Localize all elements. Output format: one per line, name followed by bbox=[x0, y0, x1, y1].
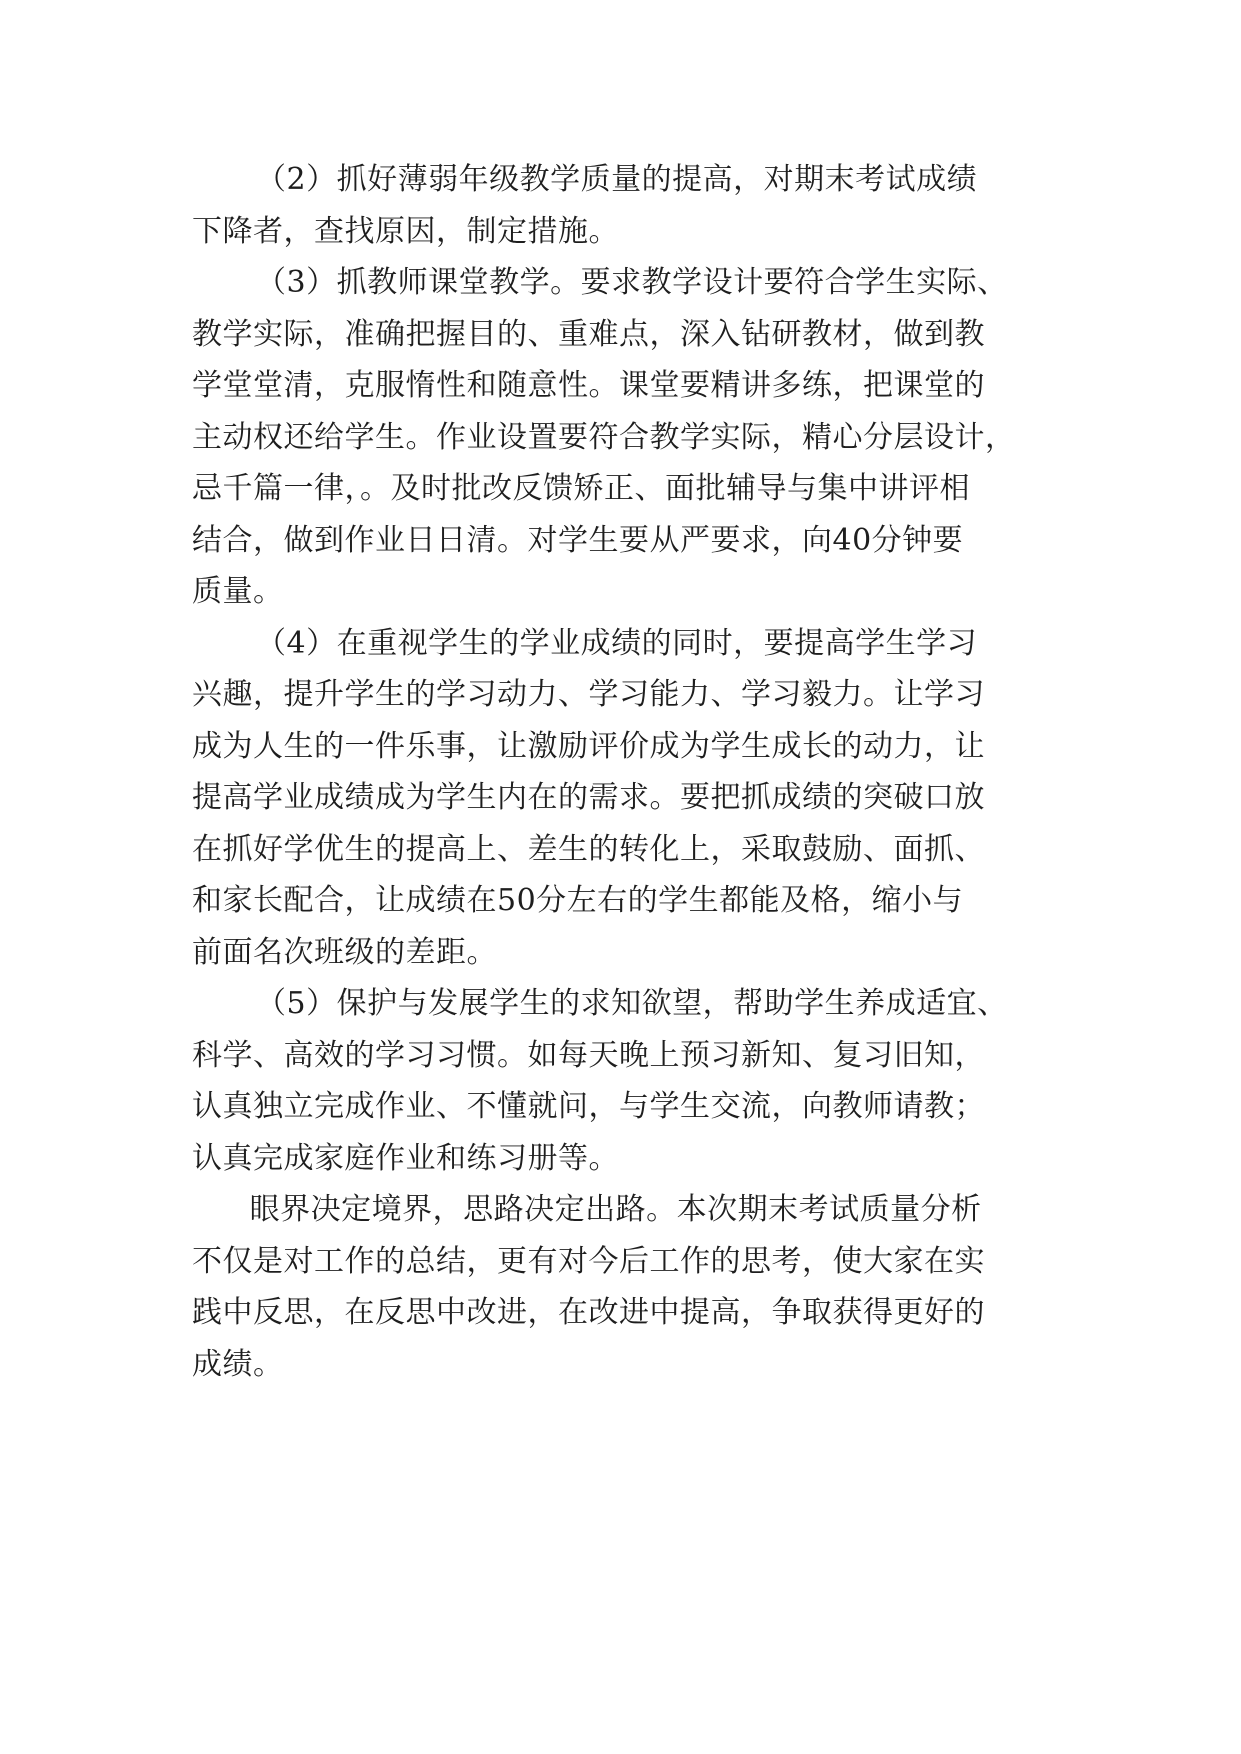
text-line: （2）抓好薄弱年级教学质量的提高，对期末考试成绩 bbox=[256, 162, 978, 197]
text-line: （5）保护与发展学生的求知欲望，帮助学生养成适宜、 bbox=[256, 986, 1008, 1021]
text-line: 学堂堂清，克服惰性和随意性。课堂要精讲多练，把课堂的 bbox=[192, 368, 985, 403]
text-line: 和家长配合，让成绩在50分左右的学生都能及格，缩小与 bbox=[192, 883, 964, 918]
text-line: 科学、高效的学习习惯。如每天晚上预习新知、复习旧知， bbox=[192, 1037, 985, 1073]
text-line: 在抓好学优生的提高上、差生的转化上，采取鼓励、面抓、 bbox=[192, 831, 985, 867]
text-line: 质量。 bbox=[192, 574, 284, 609]
text-line: 教学实际，准确把握目的、重难点，深入钻研教材，做到教 bbox=[192, 316, 985, 352]
text-line: 前面名次班级的差距。 bbox=[192, 934, 497, 970]
text-line: 主动权还给学生。作业设置要符合教学实际，精心分层设计， bbox=[192, 419, 1016, 455]
text-line: 践中反思，在反思中改进，在改进中提高，争取获得更好的 bbox=[192, 1295, 985, 1330]
text-line: （4）在重视学生的学业成绩的同时，要提高学生学习 bbox=[256, 625, 978, 661]
text-line: 认真完成家庭作业和练习册等。 bbox=[192, 1140, 619, 1176]
text-line: 忌千篇一律，。及时批改反馈矫正、面批辅导与集中讲评相 bbox=[192, 471, 970, 506]
text-line: 兴趣，提升学生的学习动力、学习能力、学习毅力。让学习 bbox=[192, 677, 985, 712]
text-line: （3）抓教师课堂教学。要求教学设计要符合学生实际、 bbox=[256, 265, 1008, 300]
text-line: 不仅是对工作的总结，更有对今后工作的思考，使大家在实 bbox=[192, 1243, 985, 1279]
text-line: 成为人生的一件乐事，让激励评价成为学生成长的动力，让 bbox=[192, 728, 985, 764]
text-line: 成绩。 bbox=[192, 1346, 284, 1382]
text-line: 结合，做到作业日日清。对学生要从严要求，向40分钟要 bbox=[192, 522, 964, 558]
text-line: 认真独立完成作业、不懂就问，与学生交流，向教师请教； bbox=[192, 1089, 985, 1124]
text-line: 眼界决定境界，思路决定出路。本次期末考试质量分析 bbox=[249, 1192, 982, 1227]
text-line: 下降者，查找原因，制定措施。 bbox=[192, 213, 619, 249]
text-line: 提高学业成绩成为学生内在的需求。要把抓成绩的突破口放 bbox=[192, 780, 985, 815]
